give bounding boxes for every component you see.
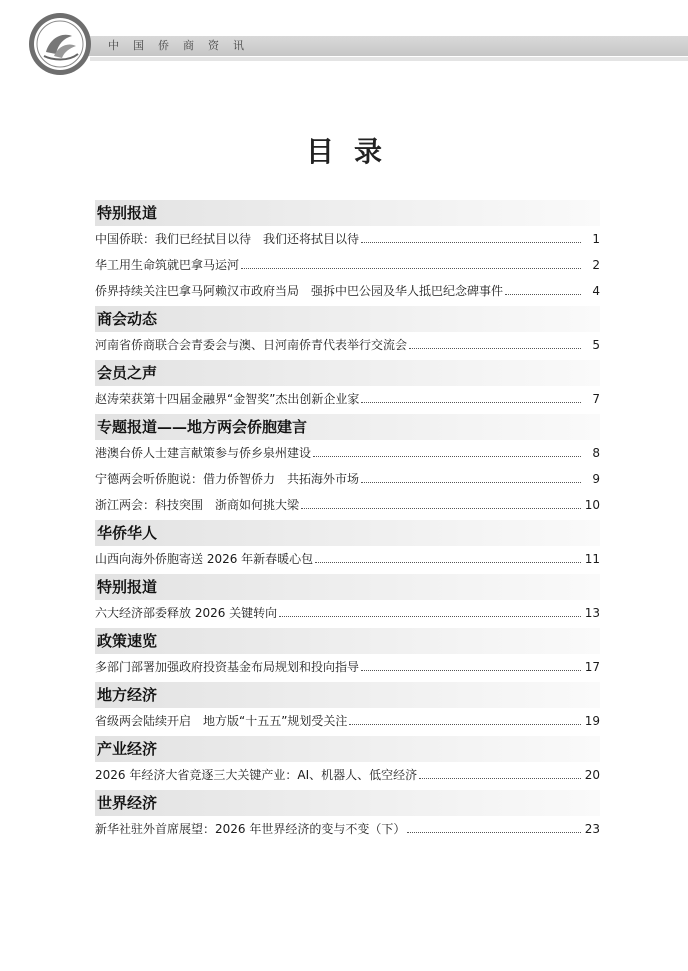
page-number: 7 (592, 392, 600, 406)
section-header: 华侨华人 (95, 520, 600, 546)
dot-leader (361, 402, 581, 403)
dot-leader (349, 724, 581, 725)
entry-title: 六大经济部委释放 2026 关键转向 (95, 606, 278, 620)
table-of-contents (95, 198, 600, 842)
dot-leader (315, 562, 581, 563)
entry-title: 侨界持续关注巴拿马阿赖汉市政府当局 强拆中巴公园及华人抵巴纪念碑事件 (95, 284, 504, 298)
section-header: 政策速览 (95, 628, 600, 654)
entry-title: 中国侨联：我们已经拭目以待 我们还将拭目以待 (95, 232, 360, 246)
magazine-name: 中国侨商资讯 (108, 39, 258, 52)
section-header: 地方经济 (95, 682, 600, 708)
section-header: 特别报道 (95, 574, 600, 600)
page-number: 19 (584, 714, 600, 728)
toc-entry[interactable] (95, 708, 600, 734)
toc-entry[interactable] (95, 762, 600, 788)
toc-entry[interactable] (95, 466, 600, 492)
dot-leader (505, 294, 581, 295)
section-header: 专题报道——地方两会侨胞建言 (95, 414, 600, 440)
section-header: 特别报道 (95, 200, 600, 226)
section-header: 商会动态 (95, 306, 600, 332)
chamber-logo-icon (28, 12, 92, 76)
entry-title: 省级两会陆续开启 地方版“十五五”规划受关注 (95, 714, 348, 728)
dot-leader (279, 616, 581, 617)
dot-leader (241, 268, 581, 269)
toc-entry[interactable] (95, 226, 600, 252)
toc-entry[interactable] (95, 492, 600, 518)
entry-title: 港澳台侨人士建言献策参与侨乡泉州建设 (95, 446, 312, 460)
entry-title: 河南省侨商联合会青委会与澳、日河南侨青代表举行交流会 (95, 338, 408, 352)
section-header: 世界经济 (95, 790, 600, 816)
page-number: 9 (592, 472, 600, 486)
entry-title: 赵涛荣获第十四届金融界“金智奖”杰出创新企业家 (95, 392, 360, 406)
dot-leader (361, 670, 581, 671)
toc-entry[interactable] (95, 332, 600, 358)
entry-title: 浙江两会：科技突围 浙商如何挑大梁 (95, 498, 300, 512)
entry-title: 山西向海外侨胞寄送 2026 年新春暖心包 (95, 552, 314, 566)
page-title: 目录 (305, 135, 402, 168)
toc-entry[interactable] (95, 600, 600, 626)
page-number: 5 (592, 338, 600, 352)
dot-leader (361, 242, 581, 243)
page-number: 17 (584, 660, 600, 674)
page-number: 1 (592, 232, 600, 246)
page-number: 23 (584, 822, 600, 836)
toc-entry[interactable] (95, 252, 600, 278)
page-number: 2 (592, 258, 600, 272)
page-number: 20 (584, 768, 600, 782)
dot-leader (407, 832, 581, 833)
entry-title: 2026 年经济大省竞逐三大关键产业：AI、机器人、低空经济 (95, 768, 418, 782)
toc-entry[interactable] (95, 278, 600, 304)
dot-leader (419, 778, 581, 779)
entry-title: 宁德两会听侨胞说：借力侨智侨力 共拓海外市场 (95, 472, 360, 486)
page-number: 10 (584, 498, 600, 512)
entry-title: 新华社驻外首席展望：2026 年世界经济的变与不变（下） (95, 822, 406, 836)
header-underline (90, 57, 688, 61)
entry-title: 华工用生命筑就巴拿马运河 (95, 258, 240, 272)
dot-leader (301, 508, 581, 509)
section-header: 会员之声 (95, 360, 600, 386)
dot-leader (361, 482, 581, 483)
page-number: 4 (592, 284, 600, 298)
page-number: 11 (584, 552, 600, 566)
toc-entry[interactable] (95, 546, 600, 572)
toc-entry[interactable] (95, 440, 600, 466)
dot-leader (313, 456, 581, 457)
toc-entry[interactable] (95, 654, 600, 680)
toc-entry[interactable] (95, 816, 600, 842)
toc-entry[interactable] (95, 386, 600, 412)
entry-title: 多部门部署加强政府投资基金布局规划和投向指导 (95, 660, 360, 674)
page-number: 8 (592, 446, 600, 460)
section-header: 产业经济 (95, 736, 600, 762)
page-number: 13 (584, 606, 600, 620)
dot-leader (409, 348, 581, 349)
